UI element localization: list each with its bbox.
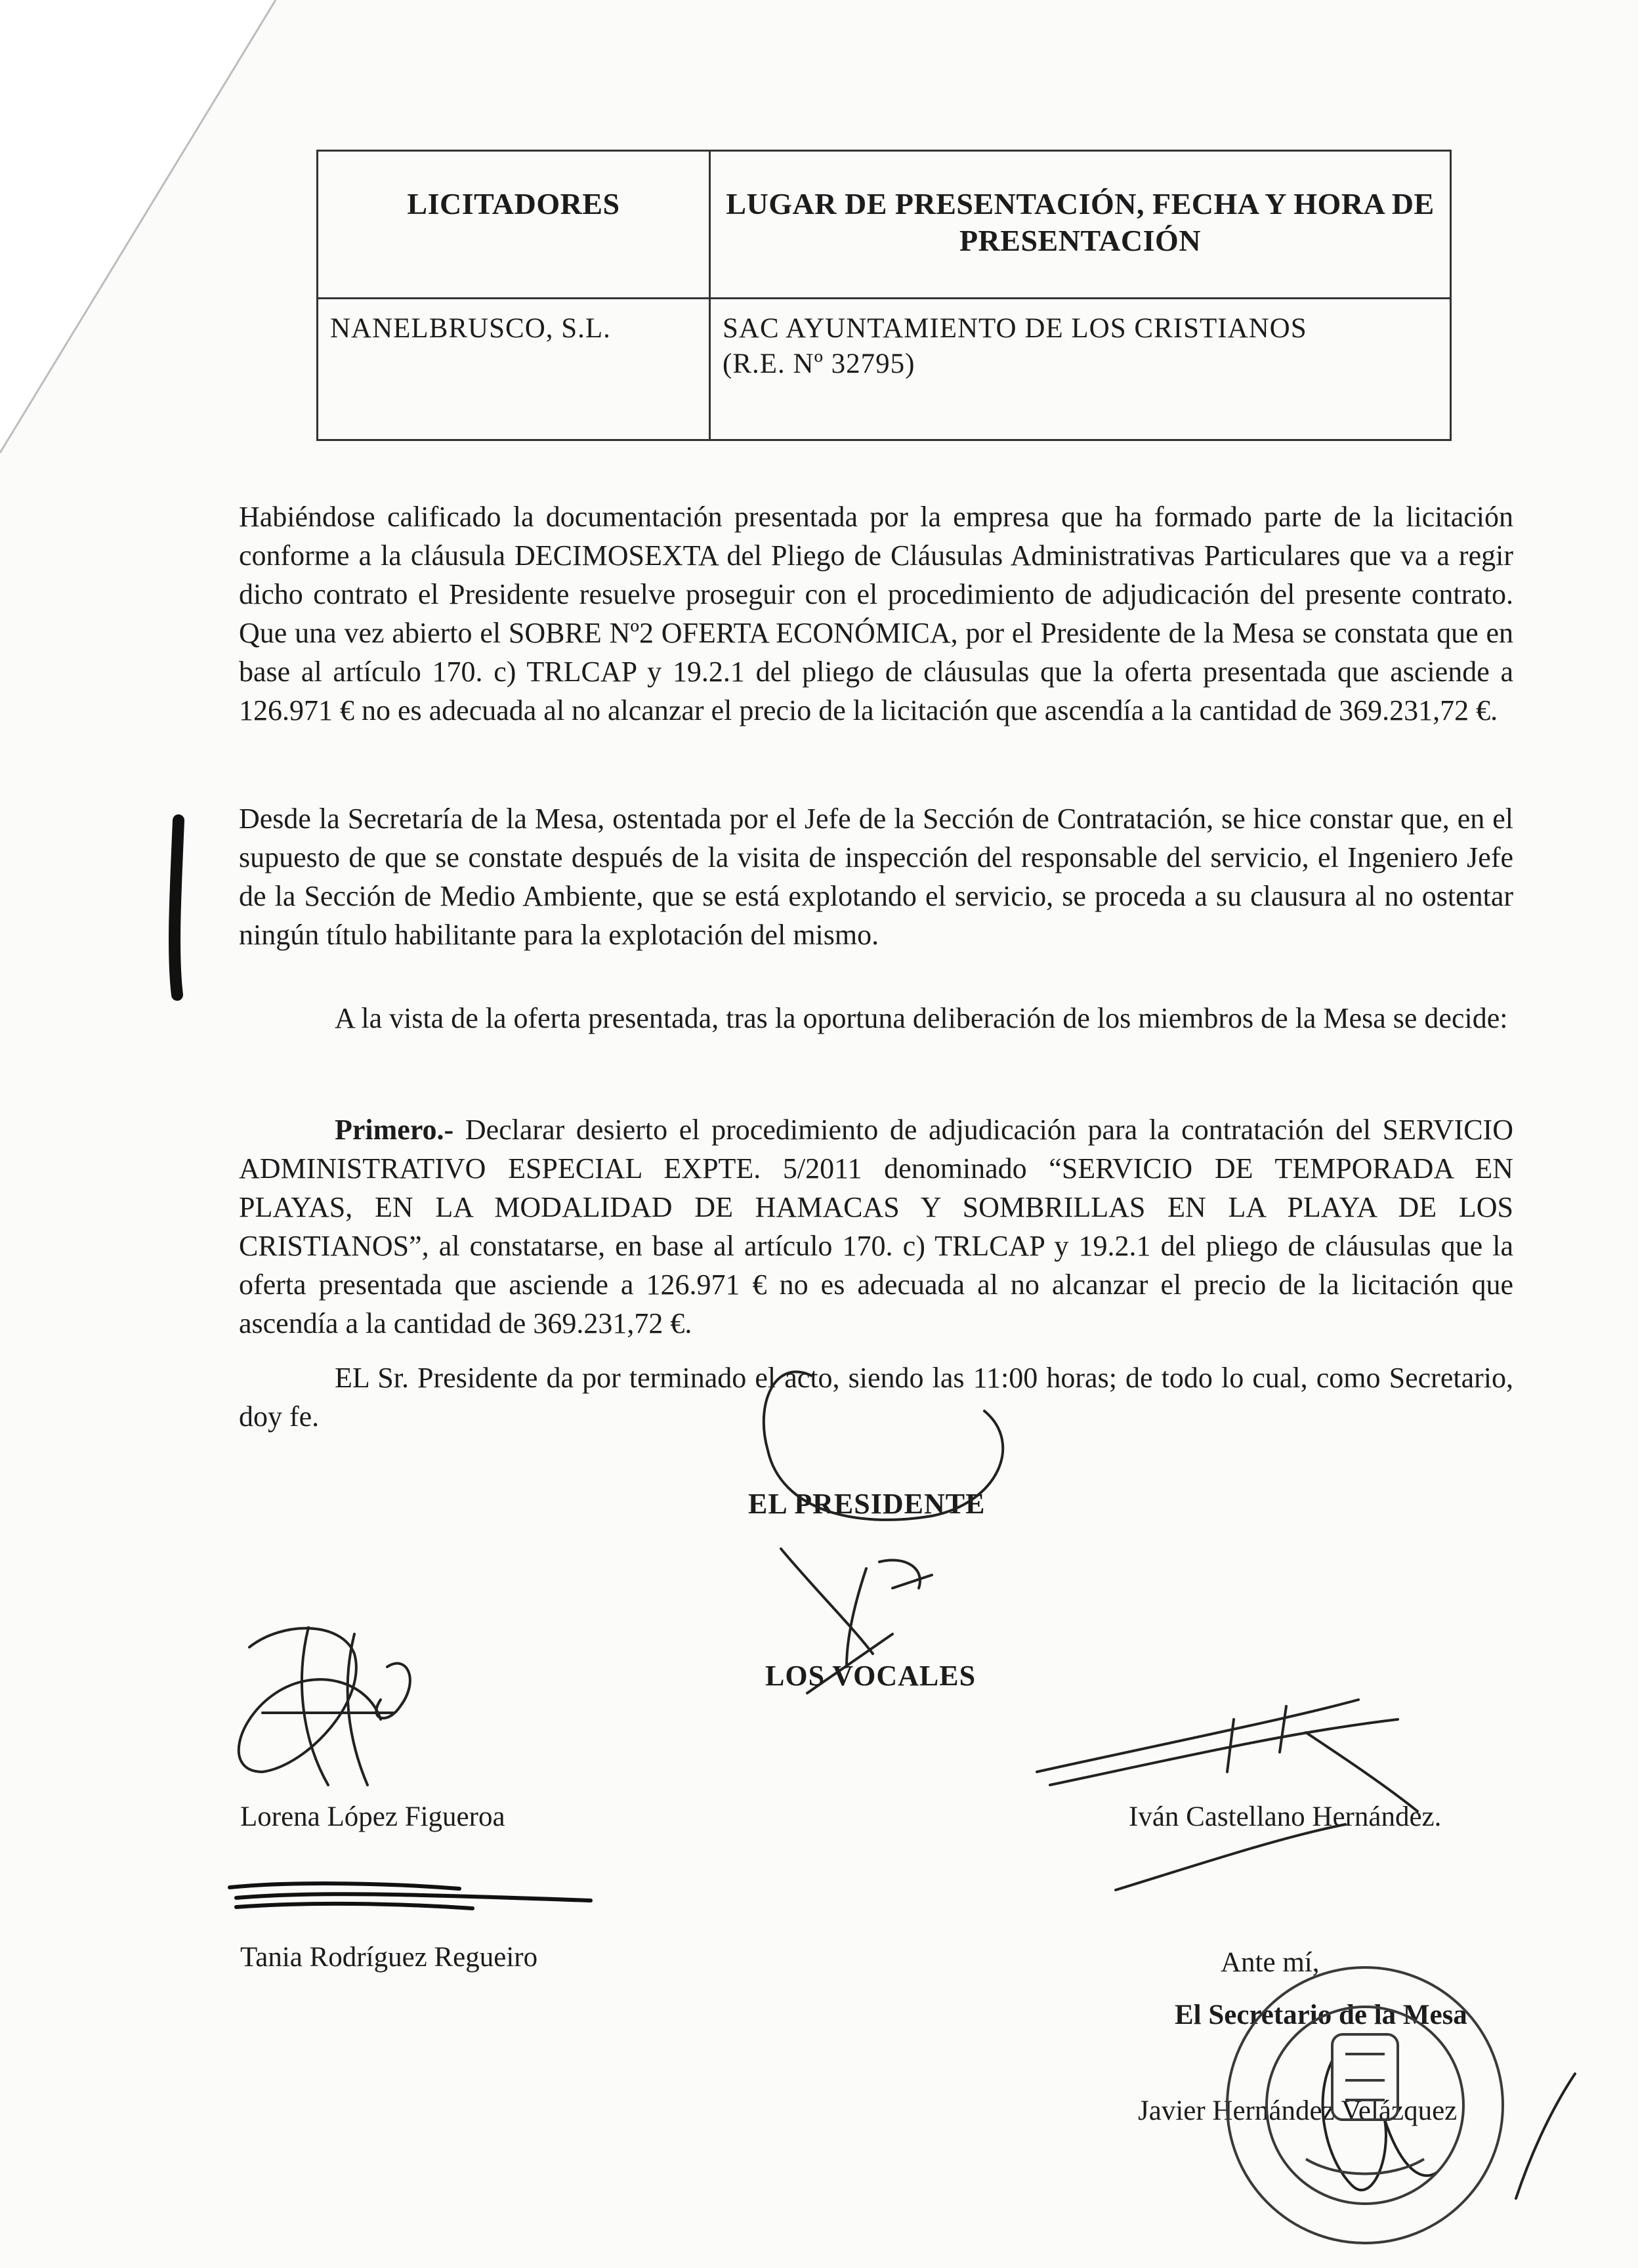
resolution-text: Declarar desierto el procedimiento de adjudicación para la contratación del SERVICIO ADMINISTRATIVO ESPECIAL EXPTE. 5/2011 denominado “SERVICIO DE TEMPORADA EN PLAYAS, EN LA MODALIDAD DE HAMACAS Y SOMBRILLAS EN LA PLAYA DE LOS CRISTIANOS”, al constatarse, en base al artículo 170. c) TRLCAP y 19.2.1 del pliego de cláusulas que la oferta presentada que asciende a 126.971 € no es adecuada al no alcanzar el precio de la licitación que ascendía a la cantidad de 369.231,72 €. (239, 1114, 1513, 1339)
secretary-name: Javier Hernández Velázquez (1138, 2095, 1458, 2126)
submission-registry: (R.E. Nº 32795) (723, 348, 915, 379)
resolution-lead: Primero.- (335, 1114, 454, 1146)
paragraph-qualification: Habiéndose calificado la documentación presentada por la empresa que ha formado parte de la licitación conforme a la cláusula DECIMOSEXTA del Pliego de Cláusulas Administrativas Particulares que va a regir dicho contrato el Presidente resuelve proseguir con el procedimiento de adjudicación del presente contrato. Que una vez abierto el SOBRE Nº2 OFERTA ECONÓMICA, por el Presidente de la Mesa se constata que en base al artículo 170. c) TRLCAP y 19.2.1 del pliego de cláusulas que la oferta presentada que asciende a 126.971 € no es adecuada al no alcanzar el precio de la licitación que ascendía a la cantidad de 369.231,72 €. (239, 501, 1513, 726)
vocales-label: LOS VOCALES (765, 1660, 976, 1692)
paragraph-closing: EL Sr. Presidente da por terminado el acto, siendo las 11:00 horas; de todo lo cual, como Secretario, doy fe. (239, 1362, 1513, 1433)
paragraph-deliberation: A la vista de la oferta presentada, tras la oportuna deliberación de los miembros de la Mesa se decide: (335, 1002, 1508, 1034)
paragraph-secretary-note: Desde la Secretaría de la Mesa, ostentada por el Jefe de la Sección de Contratación, se hice constar que, en el supuesto de que se constate después de la visita de inspección del responsable del servicio, el Ingeniero Jefe de la Sección de Medio Ambiente, que se está explotando el servicio, se proceda a su clausura al no ostentar ningún título habilitante para la explotación del mismo. (239, 803, 1513, 951)
president-label: EL PRESIDENTE (748, 1488, 986, 1520)
ante-mi: Ante mí, (1221, 1947, 1320, 1978)
table-row (318, 299, 1451, 440)
secretary-label: El Secretario de la Mesa (1175, 2000, 1467, 2030)
bidders-table (316, 150, 1452, 441)
vocal-name-3: Tania Rodríguez Regueiro (240, 1942, 538, 1973)
vocal-name-1: Lorena López Figueroa (240, 1801, 505, 1832)
vocal-name-2: Iván Castellano Hernández. (1129, 1801, 1442, 1832)
header-place-date: LUGAR DE PRESENTACIÓN, FECHA Y HORA DE PRESENTACIÓN (710, 151, 1451, 299)
paragraph-resolution (239, 1110, 1513, 1343)
submission-place-line1: SAC AYUNTAMIENTO DE LOS CRISTIANOS (723, 313, 1307, 344)
submission-place (710, 299, 1451, 440)
header-bidders: LICITADORES (318, 151, 710, 299)
bidder-name: NANELBRUSCO, S.L. (318, 299, 710, 440)
